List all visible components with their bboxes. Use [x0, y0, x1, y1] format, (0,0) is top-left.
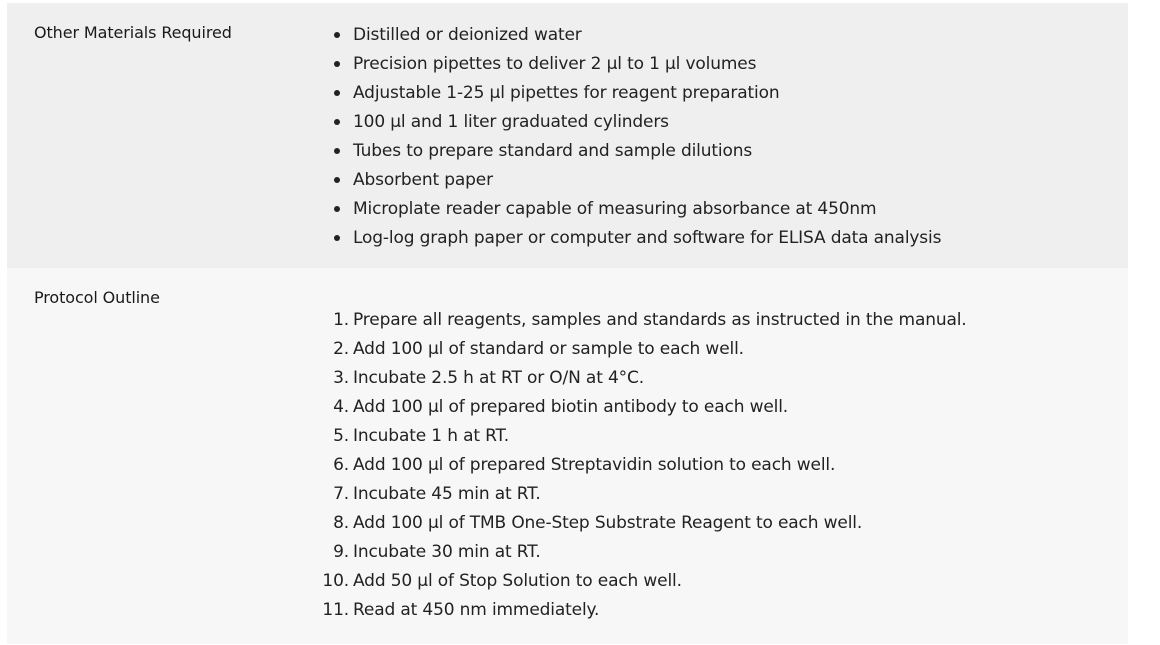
step-number: 5. [333, 426, 349, 446]
protocol-step [307, 366, 1128, 395]
bullet-icon [334, 235, 340, 241]
protocol-step [307, 569, 1128, 598]
step-text: Incubate 1 h at RT. [353, 426, 510, 446]
step-number: 11. [322, 600, 349, 620]
materials-item-text: Microplate reader capable of measuring absorbance at 450nm [353, 199, 877, 219]
protocol-label: Protocol Outline [34, 288, 160, 307]
step-number: 6. [333, 455, 349, 475]
protocol-step [307, 424, 1128, 453]
materials-row [7, 3, 1128, 268]
materials-item-text: Precision pipettes to deliver 2 µl to 1 µl volumes [353, 54, 757, 74]
materials-list-item [307, 23, 1128, 52]
step-number: 2. [333, 339, 349, 359]
materials-list-item [307, 110, 1128, 139]
materials-content [307, 3, 1128, 268]
materials-list-item [307, 52, 1128, 81]
materials-list [307, 3, 1128, 255]
step-number: 4. [333, 397, 349, 417]
protocol-step [307, 482, 1128, 511]
materials-list-item [307, 168, 1128, 197]
step-text: Add 100 µl of TMB One-Step Substrate Reagent to each well. [353, 513, 863, 533]
step-number: 1. [333, 310, 349, 330]
materials-list-item [307, 226, 1128, 255]
protocol-step [307, 395, 1128, 424]
materials-item-text: Distilled or deionized water [353, 25, 582, 45]
step-number: 10. [322, 571, 349, 591]
protocol-steps-list [307, 268, 1128, 627]
materials-item-text: Tubes to prepare standard and sample dilutions [353, 141, 753, 161]
bullet-icon [334, 61, 340, 67]
step-number: 8. [333, 513, 349, 533]
step-text: Read at 450 nm immediately. [353, 600, 600, 620]
step-text: Incubate 30 min at RT. [353, 542, 541, 562]
materials-label: Other Materials Required [34, 23, 232, 42]
materials-item-text: Adjustable 1-25 µl pipettes for reagent preparation [353, 83, 780, 103]
protocol-step [307, 598, 1128, 627]
materials-list-item [307, 139, 1128, 168]
materials-list-item [307, 81, 1128, 110]
protocol-step [307, 453, 1128, 482]
bullet-icon [334, 90, 340, 96]
step-text: Add 50 µl of Stop Solution to each well. [353, 571, 682, 591]
protocol-step [307, 337, 1128, 366]
product-spec-table [7, 3, 1128, 644]
protocol-step [307, 540, 1128, 569]
bullet-icon [334, 119, 340, 125]
step-number: 9. [333, 542, 349, 562]
step-text: Prepare all reagents, samples and standards as instructed in the manual. [353, 310, 967, 330]
materials-item-text: Log-log graph paper or computer and software for ELISA data analysis [353, 228, 942, 248]
protocol-content [307, 268, 1128, 644]
step-text: Incubate 2.5 h at RT or O/N at 4°C. [353, 368, 644, 388]
bullet-icon [334, 148, 340, 154]
step-text: Add 100 µl of standard or sample to each well. [353, 339, 744, 359]
step-text: Incubate 45 min at RT. [353, 484, 541, 504]
step-number: 3. [333, 368, 349, 388]
materials-list-item [307, 197, 1128, 226]
protocol-step [307, 308, 1128, 337]
bullet-icon [334, 177, 340, 183]
step-text: Add 100 µl of prepared biotin antibody to each well. [353, 397, 789, 417]
protocol-row [7, 268, 1128, 644]
step-number: 7. [333, 484, 349, 504]
protocol-step [307, 511, 1128, 540]
step-text: Add 100 µl of prepared Streptavidin solution to each well. [353, 455, 836, 475]
materials-item-text: 100 µl and 1 liter graduated cylinders [353, 112, 669, 132]
bullet-icon [334, 32, 340, 38]
materials-item-text: Absorbent paper [353, 170, 493, 190]
bullet-icon [334, 206, 340, 212]
